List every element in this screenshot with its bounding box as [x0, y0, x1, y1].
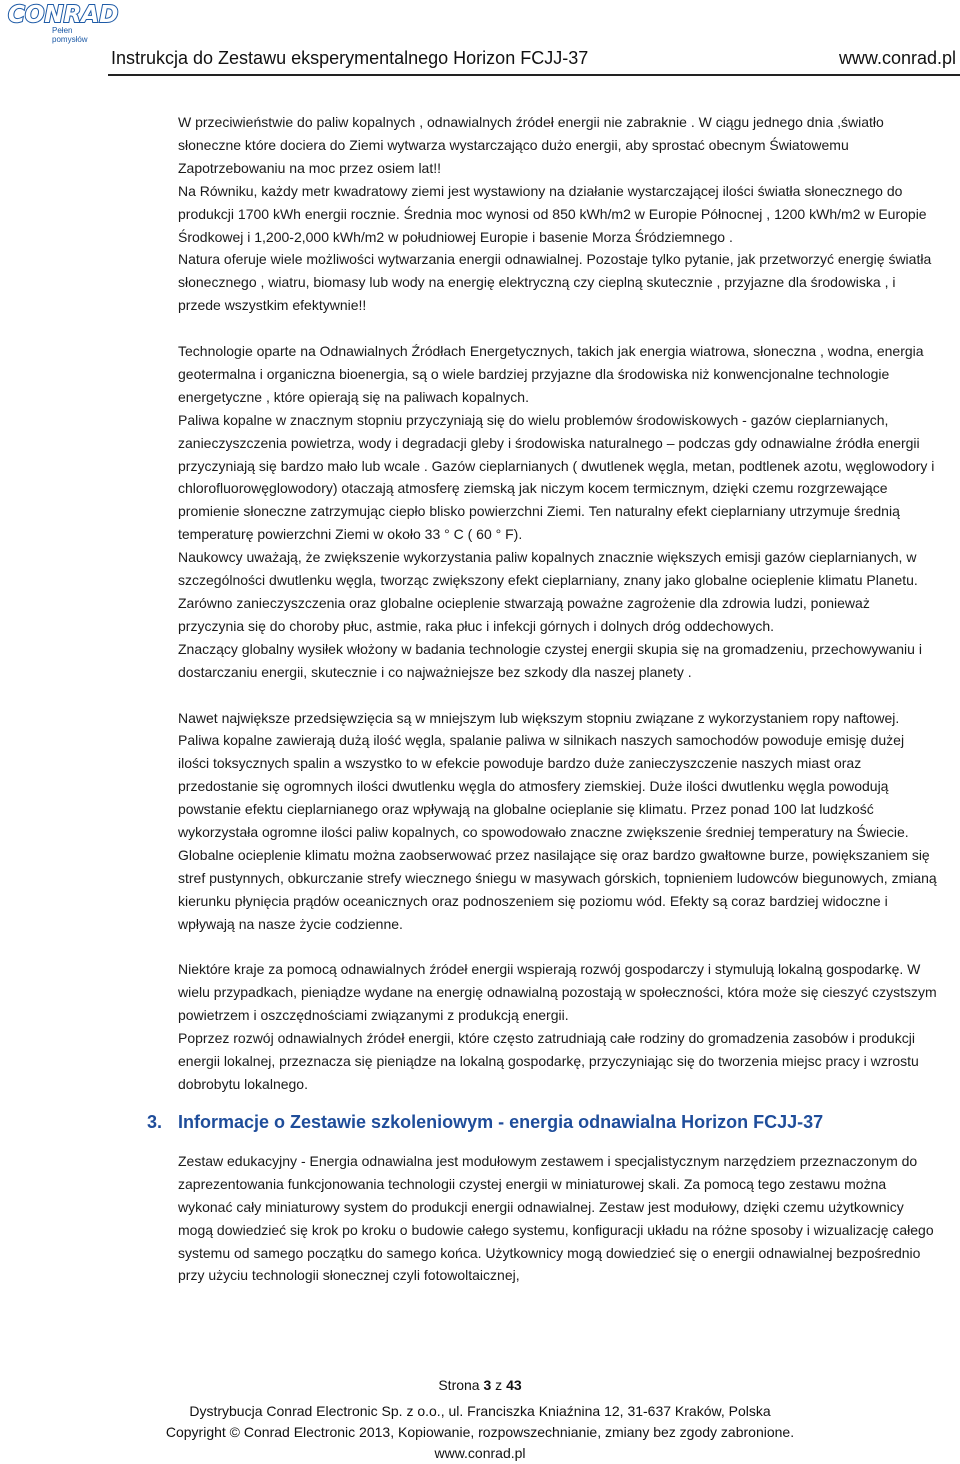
total-pages: 43 [506, 1377, 522, 1393]
paragraph: Zestaw edukacyjny - Energia odnawialna jest modułowym zestawem i specjalistycznym narzędziem przeznaczonym do zaprezentowania funkcjonowania technologii czystej energii w miniaturowej skali. Za pomocą tego zestawu można wykonać cały miniaturowy system do produkcji energii odnawialnej. Zestaw jest modułowy, dzięki czemu użytkownicy mogą dowiedzieć się krok po kroku o budowie całego systemu, konfiguracji układu na różne sposoby i wizualizację całego systemu od samego początku do samego końca. Użytkownicy mogą dowiedzieć się o energii odnawialnej bezpośrednio przy użyciu technologii słonecznej czyli fotowoltaicznej, [178, 1152, 934, 1284]
header-divider [108, 74, 960, 76]
footer-copyright: Copyright © Conrad Electronic 2013, Kopiowanie, rozpowszechnianie, zmiany bez zgody zabronione. [165, 1424, 795, 1440]
paragraph: Natura oferuje wiele możliwości wytwarzania energii odnawialnej. Pozostaje tylko pytanie, jak przetworzyć energię światła słonecznego , wiatru, biomasy lub wody na energię elektryczną czy cieplną skutecznie , przyjazne dla środowiska , i przede wszystkim efektywnie!! [178, 251, 932, 314]
footer-info [0, 1401, 960, 1464]
page-prefix: Strona [438, 1377, 480, 1393]
paragraph: Naukowcy uważają, że zwiększenie wykorzystania paliw kopalnych znacznie większych emisji gazów cieplarnianych, w szczególności dwutlenku węgla, tworząc zwiększony efekt cieplarniany, znany jako globalne ocieplenie klimatu Planetu. Zarówno zanieczyszczenia oraz globalne ocieplenie stwarzają poważne zagrożenie dla zdrowia ludzi, ponieważ przyczynia się do choroby płuc, astmie, raka płuc i infekcji górnych i dolnych dróg oddechowych. [178, 549, 918, 634]
header-url: www.conrad.pl [838, 48, 956, 68]
footer-url: www.conrad.pl [434, 1445, 526, 1461]
document-body [147, 111, 938, 1287]
footer-distribution: Dystrybucja Conrad Electronic Sp. z o.o., ul. Franciszka Kniaźnina 12, 31-637 Kraków, Polska [189, 1403, 771, 1419]
section-number: 3. [147, 1111, 163, 1132]
conrad-logo [8, 2, 119, 44]
paragraph: Technologie oparte na Odnawialnych Źródłach Energetycznych, takich jak energia wiatrowa, słoneczna , wodna, energia geotermalna i organiczna bioenergia, są o wiele bardziej przyjazne dla środowiska niż konwencjonalne technologie energetyczne , które opierają się na paliwach kopalnych. [178, 343, 924, 405]
logo-tagline: Pełen pomysłów [52, 26, 88, 44]
paragraph: Znaczący globalny wysiłek włożony w badania technologie czystej energii skupia się na gromadzeniu, przechowywaniu i dostarczaniu energii, skutecznie i co najważniejsze bez szkody dla naszej planety . [178, 640, 922, 680]
page-separator: z [495, 1377, 503, 1393]
current-page: 3 [483, 1377, 492, 1393]
paragraph: Niektóre kraje za pomocą odnawialnych źródeł energii wspierają rozwój gospodarczy i stymulują lokalną gospodarkę. W wielu przypadkach, pieniądze wydane na energię odnawialną pozostają w społeczności, która może się cieszyć czystszym powietrzem i oszczędnościami związanymi z produkcją energii. [178, 961, 937, 1024]
section-heading [147, 1110, 938, 1134]
paragraph: W przeciwieństwie do paliw kopalnych , odnawialnych źródeł energii nie zabraknie . W ciągu jednego dnia ,światło słoneczne które dociera do Ziemi wytwarza wystarczająco dużo energii, aby sprostać obecnym Światowemu Zapotrzebowaniu na moc przez osiem lat!! [178, 114, 884, 176]
logo-brand: CONRAD [8, 2, 119, 28]
section-title: Informacje o Zestawie szkoleniowym - energia odnawialna Horizon FCJJ-37 [178, 1111, 824, 1132]
document-title: Instrukcja do Zestawu eksperymentalnego Horizon FCJJ-37 [111, 48, 589, 68]
paragraph: Paliwa kopalne w znacznym stopniu przyczyniają się do wielu problemów środowiskowych - gazów cieplarnianych, zanieczyszczenia powietrza, wody i degradacji gleby i środowiska naturalnego – podczas gdy odnawialne źródła energii przyczyniają się bardzo mało lub wcale . Gazów cieplarnianych ( dwutlenek węgla, metan, podtlenek azotu, węglowodory i chlorofluorowęglowodory) otaczają atmosferę ziemską jak niczym kocem termicznym, dzięki czemu rozgrzewające promienie słoneczne zatrzymując ciepło blisko powierzchni Ziemi. Ten naturalny efekt cieplarniany utrzymuje średnią temperaturę powierzchni Ziemi w około 33 ° C ( 60 ° F). [178, 411, 935, 543]
paragraph: Na Równiku, każdy metr kwadratowy ziemi jest wystawiony na działanie wystarczającej ilości światła słonecznego do produkcji 1700 kWh energii rocznie. Średnia moc wynosi od 850 kWh/m2 w Europie Północnej , 1200 kWh/m2 w Europie Środkowej i 1,200-2,000 kWh/m2 w południowej Europie i basenie Morza Śródziemnego . [178, 182, 927, 245]
paragraph: Nawet największe przedsięwzięcia są w mniejszym lub większym stopniu związane z wykorzystaniem ropy naftowej. Paliwa kopalne zawierają dużą ilość węgla, spalanie paliwa w silnikach naszych samochodów powoduje emisję dużej ilości toksycznych spalin a wszystko to w efekcie powoduje bardzo duże zanieczyszczenie naszych miast oraz przedostanie się ogromnych ilości dwutlenku węgla do atmosfery ziemskiej. Duże ilości dwutlenku węgla powodują powstanie efektu cieplarnianego oraz wpływają na globalne ocieplanie się klimatu. Przez ponad 100 lat ludzkość wykorzystała ogromne ilości paliw kopalnych, co spowodowało znaczne zwiększenie średniej temperatury na Świecie. Globalne ocieplenie klimatu można zaobserwować przez nasilające się oraz bardzo gwałtowne burze, powiększaniem się stref pustynnych, obkurczanie strefy wiecznego śniegu w masywach górskich, topnieniem ludowców biegunowych, zmianą kierunku płynięcia prądów oceanicznych oraz podnoszeniem się poziomu wód. Efekty są coraz bardziej widoczne i wpływają na nasze życie codzienne. [178, 709, 937, 932]
page-number [0, 1375, 960, 1396]
paragraph: Poprzez rozwój odnawialnych źródeł energii, które często zatrudniają całe rodziny do gromadzenia zasobów i produkcji energii lokalnej, przeznacza się pieniądze na lokalną gospodarkę, przyczyniając się do tworzenia miejsc pracy i wzrostu dobrobytu lokalnego. [178, 1030, 919, 1093]
